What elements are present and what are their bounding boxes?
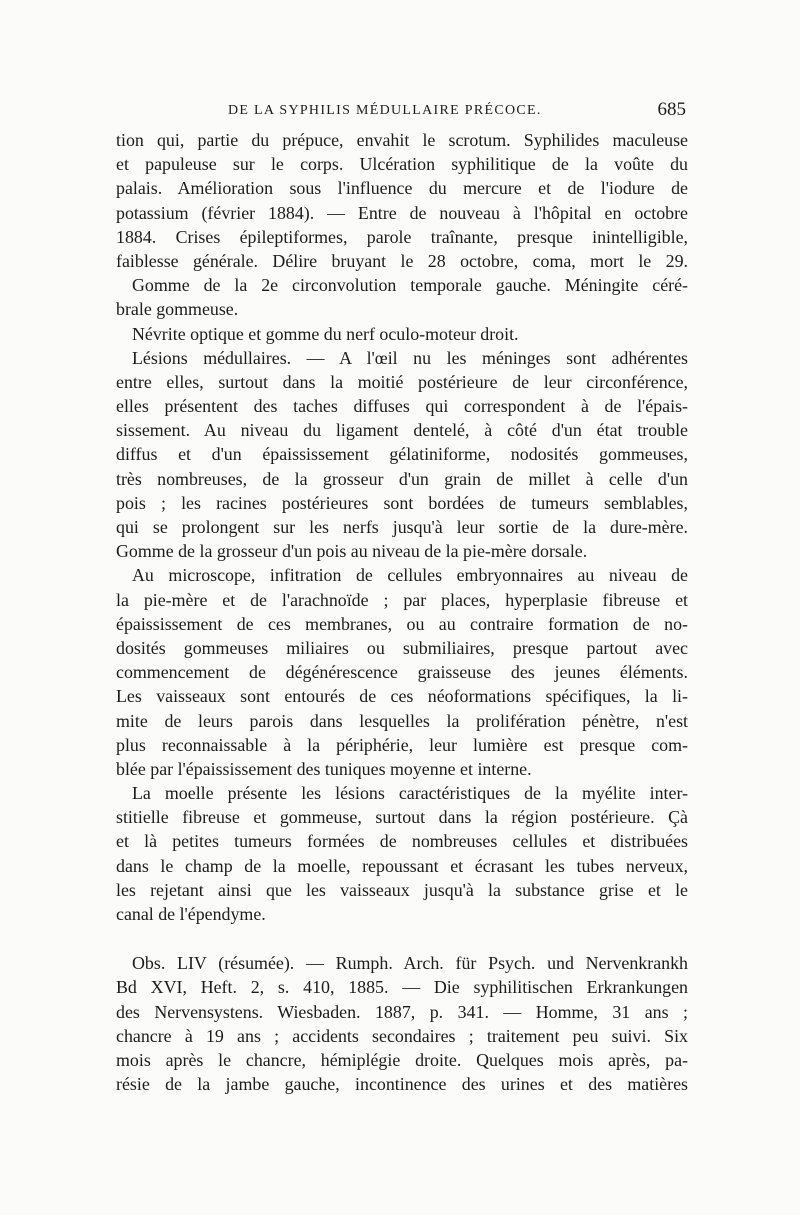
text-line: pois ; les racines postérieures sont bordées de tumeurs semblables, — [116, 492, 688, 513]
text-line: commencement de dégénérescence graisseuse des jeunes éléments. — [116, 662, 688, 683]
observation-text — [116, 951, 688, 1096]
text-line: faiblesse générale. Délire bruyant le 28 octobre, coma, mort le 29. — [116, 250, 688, 271]
section-gap — [116, 926, 688, 951]
text-line: stitielle fibreuse et gommeuse, surtout dans la région postérieure. Çà — [116, 807, 688, 828]
page-header — [116, 99, 688, 125]
text-line: tion qui, partie du prépuce, envahit le scrotum. Syphilides maculeuse — [116, 130, 688, 150]
text-line: dosités gommeuses miliaires ou submiliaires, presque partout avec — [116, 637, 688, 658]
text-line: Bd XVI, Heft. 2, s. 410, 1885. — Die syphilitischen Erkrankungen — [116, 977, 688, 998]
text-line: mite de leurs parois dans lesquelles la prolifération pénètre, n'est — [116, 710, 688, 731]
main-text — [116, 128, 688, 926]
text-line: très nombreuses, de la grosseur d'un grain de millet à celle d'un — [116, 468, 688, 489]
text-line: Névrite optique et gomme du nerf oculo-moteur droit. — [132, 323, 519, 344]
text-line: chancre à 19 ans ; accidents secondaires ; traitement peu suivi. Six — [116, 1025, 688, 1046]
text-line: Obs. LIV (résumée). — Rumph. Arch. für Psych. und Nervenkrankh — [132, 953, 688, 974]
text-line: brale gommeuse. — [116, 299, 239, 320]
page-number: 685 — [657, 99, 686, 120]
text-line: plus reconnaissable à la périphérie, leur lumière est presque com- — [116, 734, 688, 755]
text-line: Gomme de la 2e circonvolution temporale gauche. Méningite céré- — [132, 275, 688, 296]
text-line: et là petites tumeurs formées de nombreuses cellules et distribuées — [116, 831, 688, 852]
text-line: Au microscope, infitration de cellules embryonnaires au niveau de — [132, 565, 688, 586]
text-line: qui se prolongent sur les nerfs jusqu'à leur sortie de la dure-mère. — [116, 517, 688, 537]
text-line: palais. Amélioration sous l'influence du mercure et de l'iodure de — [116, 178, 688, 199]
text-line: Gomme de la grosseur d'un pois au niveau de la pie-mère dorsale. — [116, 541, 588, 562]
running-title: DE LA SYPHILIS MÉDULLAIRE PRÉCOCE. — [228, 103, 542, 118]
text-line: diffus et d'un épaississement gélatiniforme, nodosités gommeuses, — [116, 444, 688, 465]
text-line: des Nervensystens. Wiesbaden. 1887, p. 341. — Homme, 31 ans ; — [116, 1001, 688, 1022]
text-line: Les vaisseaux sont entourés de ces néoformations spécifiques, la li- — [116, 686, 688, 707]
text-line: potassium (février 1884). — Entre de nouveau à l'hôpital en octobre — [116, 202, 688, 223]
text-line: la pie-mère et de l'arachnoïde ; par places, hyperplasie fibreuse et — [116, 589, 688, 610]
text-line: 1884. Crises épileptiformes, parole traînante, presque inintelligible, — [116, 226, 688, 247]
text-line: mois après le chancre, hémiplégie droite. Quelques mois après, pa- — [116, 1049, 688, 1070]
text-line: blée par l'épaississement des tuniques moyenne et interne. — [116, 758, 532, 779]
text-line: entre elles, surtout dans la moitié postérieure de leur circonférence, — [116, 371, 688, 392]
text-line: canal de l'épendyme. — [116, 904, 266, 924]
text-line: dans le champ de la moelle, repoussant et écrasant les tubes nerveux, — [116, 855, 688, 876]
text-line: et papuleuse sur le corps. Ulcération syphilitique de la voûte du — [116, 154, 688, 175]
text-line: sissement. Au niveau du ligament dentelé, à côté d'un état trouble — [116, 420, 688, 441]
text-line: Lésions médullaires. — A l'œil nu les méninges sont adhérentes — [132, 347, 688, 368]
text-line: elles présentent des taches diffuses qui correspondent à de l'épais- — [116, 396, 688, 417]
page-body — [116, 128, 688, 1096]
text-line: les rejetant ainsi que les vaisseaux jusqu'à la substance grise et le — [116, 879, 688, 900]
text-line: résie de la jambe gauche, incontinence des urines et des matières — [116, 1074, 688, 1095]
text-line: épaississement de ces membranes, ou au contraire formation de no- — [116, 613, 688, 634]
text-line: La moelle présente les lésions caractéristiques de la myélite inter- — [132, 783, 688, 804]
